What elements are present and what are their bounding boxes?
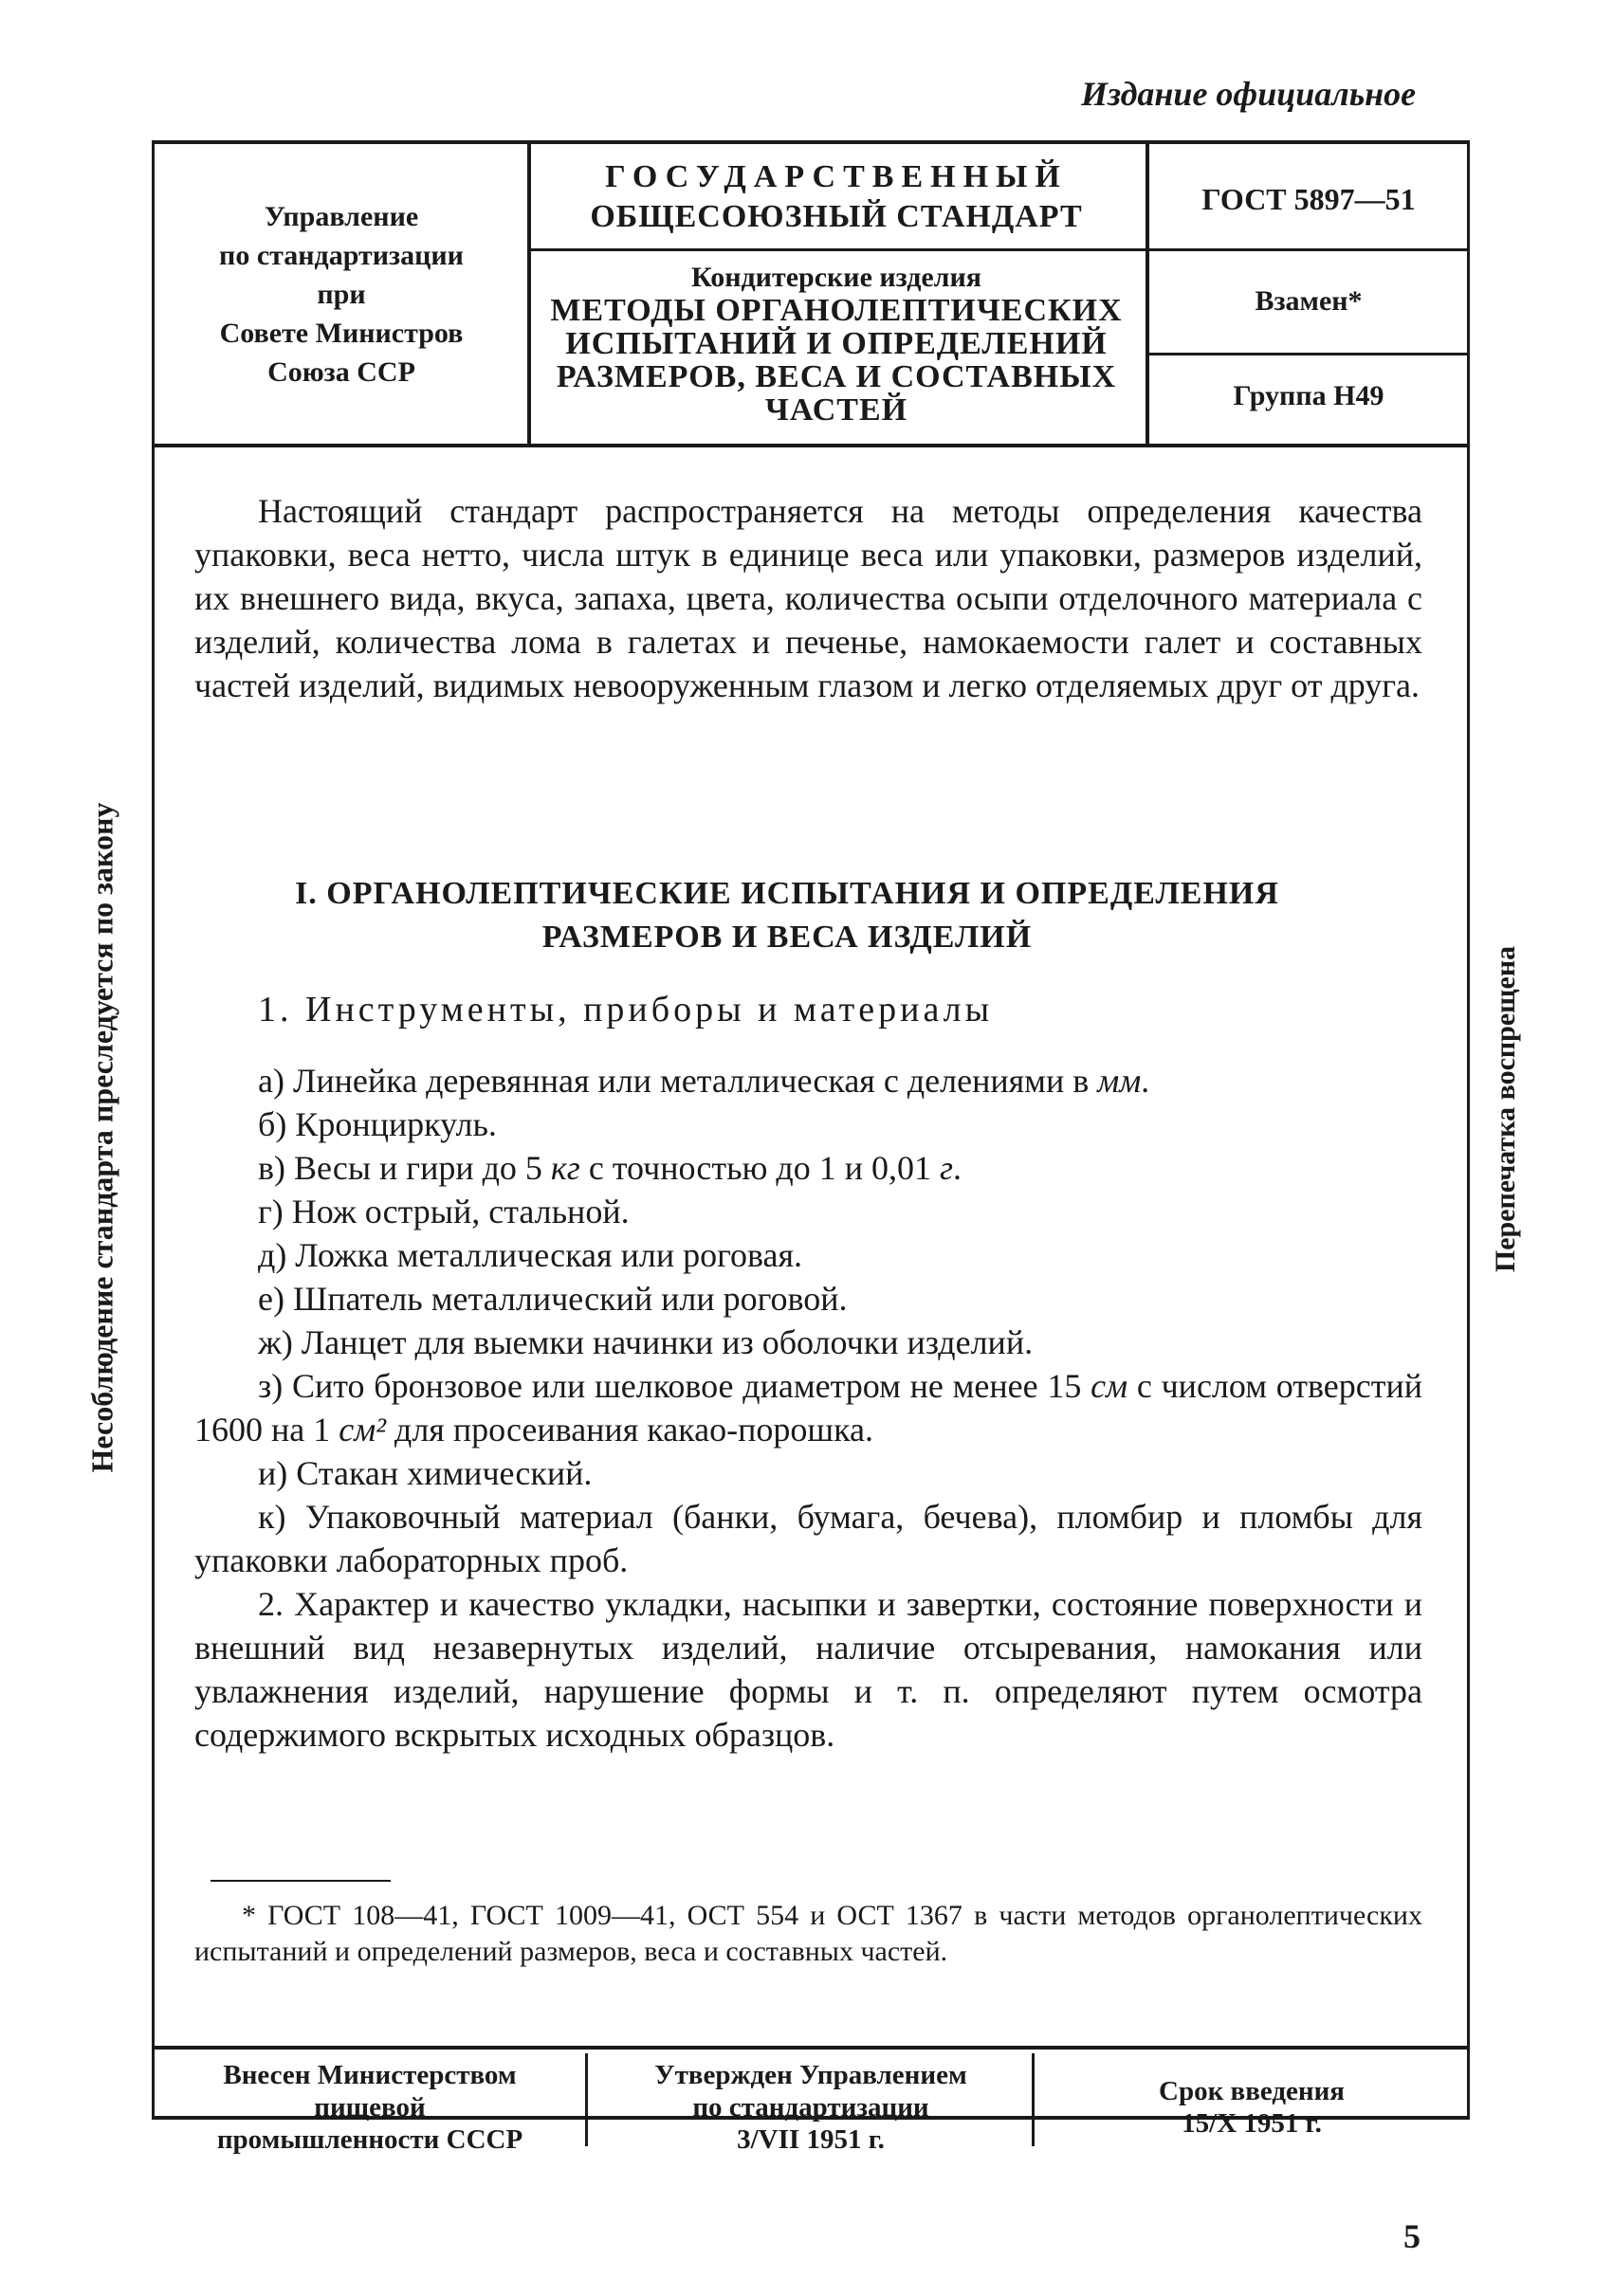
- list-item: [194, 1451, 1422, 1495]
- frame-left-line: [152, 142, 155, 2119]
- list-item-text: с числом отверстий 1600 на 1: [194, 1367, 1423, 1449]
- approved-by-cell: [593, 2055, 1029, 2159]
- list-item-text: б) Кронциркуль.: [258, 1105, 497, 1143]
- issuer-line: Управление: [264, 200, 419, 232]
- effective-date-cell: [1038, 2055, 1465, 2159]
- left-side-note-text: Несоблюдение стандарта преследуется по закону: [84, 802, 119, 1473]
- list-item-text: з) Сито бронзовое или шелковое диаметром не менее 15: [258, 1367, 1091, 1405]
- subject-cell: [533, 254, 1140, 434]
- header-top-rule: [152, 140, 1470, 144]
- standard-title-line: ЧАСТЕЙ: [764, 392, 908, 428]
- unit-text: мм: [1097, 1062, 1142, 1100]
- list-item: [194, 1321, 1422, 1364]
- list-item: [194, 1190, 1422, 1233]
- page-number: 5: [1403, 2217, 1421, 2255]
- list-item: [194, 1059, 1422, 1102]
- frame-right-line: [1467, 142, 1470, 2119]
- standard-title-line: РАЗМЕРОВ, ВЕСА И СОСТАВНЫХ: [556, 359, 1117, 394]
- intro-paragraph: Настоящий стандарт распространяется на методы определения качества упаковки, веса нетто, числа штук в единице веса или упаковки, размеров изделий, их внешнего вида, вкуса, запаха, цвета, количества осыпи отделочного материала с изделий, количества лома в галетах и печенье, намокаемости галет и составных частей изделий, видимых невооруженным глазом и легко отделяемых друг от друга.: [194, 492, 1422, 704]
- introduced-by-line: промышленности СССР: [216, 2124, 523, 2155]
- section-title: [218, 872, 1356, 959]
- list-item-text: е) Шпатель металлический или роговой.: [258, 1280, 848, 1318]
- standard-title-line: МЕТОДЫ ОРГАНОЛЕПТИЧЕСКИХ: [550, 293, 1123, 328]
- standard-kind-cell: [533, 150, 1140, 245]
- list-item-text: .: [953, 1149, 962, 1187]
- list-item: [194, 1102, 1422, 1146]
- effective-date-line: 15/X 1951 г.: [1182, 2108, 1322, 2139]
- list-item: [194, 1364, 1422, 1451]
- equipment-list: [194, 1059, 1422, 1757]
- gost-number: ГОСТ 5897—51: [1201, 181, 1416, 216]
- standard-kind-line: ОБЩЕСОЮЗНЫЙ СТАНДАРТ: [590, 199, 1083, 234]
- header-mid-rule-center: [529, 248, 1147, 251]
- unit-text: см: [1091, 1367, 1128, 1405]
- section-title-line: РАЗМЕРОВ И ВЕСА ИЗДЕЛИЙ: [541, 920, 1033, 955]
- approved-by-line: 3/VII 1951 г.: [737, 2124, 885, 2155]
- footer-divider-1: [585, 2053, 588, 2146]
- replaces-label: Взамен*: [1255, 285, 1363, 317]
- issuer-line: Совете Министров: [219, 317, 464, 349]
- list-item: [194, 1233, 1422, 1277]
- approved-by-line: по стандартизации: [692, 2092, 929, 2123]
- unit-text: кг: [550, 1149, 580, 1187]
- footnote: * ГОСТ 108—41, ГОСТ 1009—41, ОСТ 554 и ОСТ 1367 в части методов органолептических испытаний и определений размеров, веса и составных частей.: [194, 1900, 1422, 1967]
- issuer-line: при: [317, 278, 366, 310]
- standard-title-line: ИСПЫТАНИЙ И ОПРЕДЕЛЕНИЙ: [565, 326, 1108, 361]
- header-mid-rule-right-2: [1147, 353, 1470, 355]
- introduced-by-cell: [156, 2055, 583, 2159]
- unit-text: г: [940, 1149, 954, 1187]
- clause-1-heading: 1. Инструменты, приборы и материалы: [258, 990, 994, 1030]
- footer-top-rule: [152, 2046, 1470, 2050]
- list-item-text: а) Линейка деревянная или металлическая с делениями в: [258, 1062, 1098, 1100]
- list-item-text: д) Ложка металлическая или роговая.: [258, 1236, 803, 1274]
- standard-kind-line: ГОСУДАРСТВЕННЫЙ: [605, 159, 1068, 194]
- introduced-by-line: пищевой: [314, 2092, 426, 2123]
- header-divider-1: [527, 142, 531, 446]
- issuer-cell: [156, 152, 526, 436]
- right-side-note-text: Перепечатка воспрещена: [1490, 945, 1521, 1273]
- list-item-text: ж) Ланцет для выемки начинки из оболочки изделий.: [258, 1323, 1034, 1361]
- list-item: [194, 1277, 1422, 1321]
- list-item-text: для просеивания какао-порошка.: [386, 1411, 874, 1449]
- list-item-text: и) Стакан химический.: [258, 1454, 593, 1492]
- issuer-line: Союза ССР: [267, 355, 415, 388]
- section-title-line: I. ОРГАНОЛЕПТИЧЕСКИЕ ИСПЫТАНИЯ И ОПРЕДЕЛЕНИЯ: [295, 876, 1279, 911]
- list-item-text: г) Нож острый, стальной.: [258, 1193, 630, 1230]
- footnote-rule: [211, 1880, 391, 1882]
- header-bottom-rule: [152, 444, 1470, 447]
- effective-date-line: Срок введения: [1159, 2076, 1345, 2106]
- list-item-text: с точностью до 1 и 0,01: [579, 1149, 940, 1187]
- unit-text: см²: [339, 1411, 386, 1449]
- list-item: [194, 1495, 1422, 1582]
- group-label: Группа Н49: [1233, 380, 1384, 411]
- header-mid-rule-right-1: [1147, 248, 1470, 251]
- clause-2-paragraph: 2. Характер и качество укладки, насыпки и завертки, состояние поверхности и внешний вид незавернутых изделий, наличие отсыревания, намокания или увлажнения изделий, нарушение формы и т. п. определяют путем осмотра содержимого вскрытых исходных образцов.: [194, 1585, 1422, 1754]
- product-category: Кондитерские изделия: [690, 262, 982, 293]
- edition-note: Издание официальное: [1081, 75, 1417, 113]
- introduced-by-line: Внесен Министерством: [223, 2060, 517, 2090]
- issuer-line: по стандартизации: [219, 239, 464, 271]
- header-divider-2: [1146, 142, 1149, 446]
- list-item-text: к) Упаковочный материал (банки, бумага, бечева), пломбир и пломбы для упаковки лабораторных проб.: [194, 1498, 1422, 1579]
- approved-by-line: Утвержден Управлением: [654, 2060, 967, 2090]
- footer-divider-2: [1032, 2053, 1035, 2146]
- list-item-text: в) Весы и гири до 5: [258, 1149, 551, 1187]
- list-item: [194, 1146, 1422, 1190]
- list-item-text: .: [1141, 1062, 1150, 1100]
